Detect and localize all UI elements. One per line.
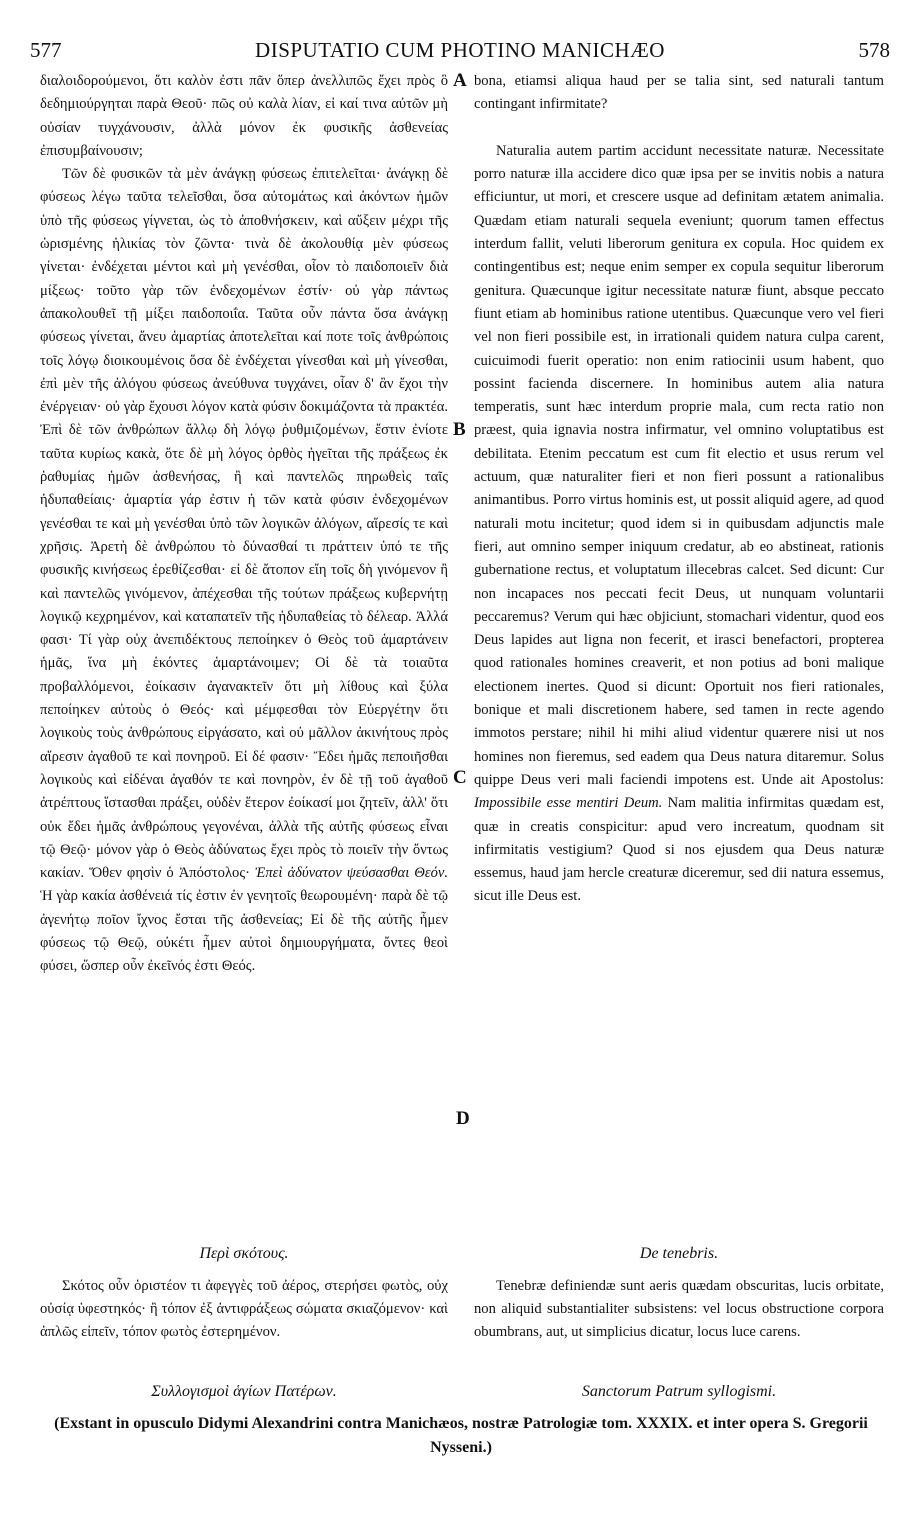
latin-darkness-paragraph: Tenebræ definiendæ sunt aeris quædam obscuritas, lucis orbitate, non aliquid substantialiter subsistens: vel locus obstructione corpora obumbrans, aut, ut simplicius dicatur, locus luce carens. bbox=[474, 1278, 884, 1340]
running-title: DISPUTATIO CUM PHOTINO MANICHÆO bbox=[255, 38, 665, 62]
greek-column bbox=[40, 70, 448, 979]
latin-paragraph-1: bona, etiamsi aliqua haud per se talia sint, sed naturali tantum contingant infirmitate? bbox=[474, 73, 884, 113]
greek-section-title-syllogisms: Συλλογισμοὶ ἁγίων Πατέρων. bbox=[151, 1383, 337, 1400]
greek-darkness-text bbox=[40, 1275, 448, 1344]
latin-paragraph-2-end: Nam malitia infirmitas quædam est, quæ in creatis conspicitur: apud vero increatum, quodnam sit infirmitatis vestigium? Quod si nos ejusdem qua Deus naturæ essemus, haud jam hercle creaturæ diceremur, sed dii natura essemus, sicut ille Deus est. bbox=[474, 795, 885, 905]
source-note: (Exstant in opusculo Didymi Alexandrini contra Manichæos, nostræ Patrologiæ tom. XXXIX. et inter opera S. Gregorii Nysseni.) bbox=[54, 1415, 868, 1456]
latin-darkness-text bbox=[474, 1275, 884, 1344]
margin-marker-d: D bbox=[456, 1108, 470, 1129]
greek-paragraph-1: διαλοιδορούμενοι, ὅτι καλὸν ἐστι πᾶν ὅπερ ἀνελλιπῶς ἔχει πρὸς ὃ δεδημιούργηται παρὰ Θεοῦ· πῶς οὐ καλὰ λίαν, εἰ καί τινα αὐτῶν μὴ οὐσίαν τυγχάνουσιν, ἀλλὰ μόνον ἐκ φυσικῆς ἀσθενείας ἐπισυμβαίνουσιν; bbox=[40, 73, 448, 159]
greek-paragraph-2-text: Τῶν δὲ φυσικῶν τὰ μὲν ἀνάγκῃ φύσεως ἐπιτελεῖται· ἀνάγκῃ δὲ φύσεως λέγω ταῦτα τελεῖσθαι, ὅσα αὐτομάτως καὶ ἀκόντων ἡμῶν ὑπὸ τῆς φύσεως γίγνεται, ὡς τὸ ἀποθνήσκειν, καὶ αὔξειν μέχρι τῆς ὡρισμένης ἡλικίας τὸν ζῶντα· τινὰ δὲ ἀκολουθίᾳ μὲν φύσεως γίνεται· ἐνδέχεται μέντοι καὶ μὴ γενέσθαι, οἷον τὸ παιδοποιεῖν διὰ μίξεως· τοῦτο γὰρ τῶν ἐνδεχομένων ἐστίν· οὐ γὰρ πάντως ἀπακολουθεῖ τῇ μίξει παιδοποιΐα. Ταῦτα οὖν πάντα ὅσα ἀνάγκῃ φύσεως γίνεται, ἄνευ ἁμαρτίας ἀποτελεῖται καί ποτε τοῖς ἀνθρώποις τοῖς λόγῳ διοικουμένοις ὅσα δὲ ἐνδέχεται γίνεσθαι καὶ μὴ γίνεσθαι, ἐπὶ μὲν τῆς ἀλόγου φύσεως ἀνεύθυνα τυγχάνει, οἷαν δ' ἂν ἔχοι τὴν ἐνέργειαν· οὐ γὰρ ἔχουσι λόγον κατὰ φύσιν δοκιμάζοντα τὰ πρακτέα. Ἐπὶ δὲ τῶν ἀνθρώπων ἄλλῳ δὴ λόγῳ ῥυθμιζομένων, ἔστιν ἐνίοτε ταῦτα κυρίως κακὰ, ὅτε δὲ μὴ λόγος ὀρθὸς ἡγεῖται τῆς πράξεως ἐκ ῥαθυμίας ἡμῶν ἀσθενήσας, ἢ καὶ παντελῶς πηρωθεὶς ταῖς ἡδυπαθείαις· ἁμαρτία γάρ ἐστιν ἡ τῶν κατὰ φύσιν ἐνδεχομένων γενέσθαι τε καὶ μὴ γενέσθαι ὑπὸ τῶν λογικῶν ἀλόγων, αἵρεσίς τε καὶ χρῆσις. Ἀρετὴ δὲ ἀνθρώπου τὸ δύνασθαί τι πράττειν ὑπό τε τῆς φυσικῆς κινήσεως ἐρεθίζεσθαι· εἰ δὲ ἄτοπον εἴη τοῖς δὴ γινόμενον ἢ καὶ παντελῶς γινόμενον, ἀπέχεσθαι τῆς τούτων πράξεως κυβερνήτῃ λογικῷ κεχρημένον, καὶ καταπατεῖν τῆς ἡδυπαθείας τὸ δέλεαρ. Ἀλλά φασι· Τί γὰρ οὐχ ἀνεπιδέκτους πεποίηκεν ὁ Θεὸς τοῦ ἁμαρτάνειν ἡμᾶς, ἵνα μὴ ἑκόντες ἁμαρτάνοιμεν; Οἱ δὲ τὰ τοιαῦτα προβαλλόμενοι, ἐοίκασιν ἀγανακτεῖν ὅτι μὴ λίθους καὶ ξύλα πεποίηκεν αὐτοὺς ὁ Θεός· καὶ μέμφεσθαι τὸν Εὐεργέτην ὅτι λογικοὺς τοὺς ἀνθρώπους εἰργάσατο, καὶ οὐ μᾶλλον ἀκινήτους πρὸς αἵρεσιν ἀγαθοῦ τε καὶ πονηροῦ. Εἰ δέ φασιν· Ἔδει ἡμᾶς πεποιῆσθαι λογικοὺς καὶ εἰδέναι ἀγαθόν τε καὶ πονηρὸν, ἐν δὲ τῇ τοῦ ἀγαθοῦ ἀτρέπτους ἵστασθαι πράξει, οὐδὲν ἕτερον ἐοίκασί μοι ζητεῖν, ἀλλ' ὅτι οὐκ ἔδει ἡμᾶς ἀνθρώπους γεγονέναι, ἀλλὰ τῆς αὐτῆς φύσεως εἶναι τῷ Θεῷ· μόνον γὰρ ὁ Θεὸς ἀδύνατως ἔχει πρὸς τὸ ποιεῖν τὴν ὄντως κακίαν. Ὅθεν φησὶν ὁ Ἀπόστολος· bbox=[40, 166, 448, 882]
margin-marker-c: C bbox=[453, 767, 467, 788]
latin-section-title-darkness: De tenebris. bbox=[639, 1245, 719, 1262]
latin-section-title-syllogisms: Sanctorum Patrum syllogismi. bbox=[581, 1383, 777, 1400]
greek-paragraph-2 bbox=[40, 163, 448, 978]
latin-scripture-quote: Impossibile esse mentiri Deum. bbox=[474, 795, 663, 812]
greek-section-title-darkness: Περὶ σκότους. bbox=[199, 1245, 289, 1262]
latin-paragraph-2 bbox=[474, 140, 884, 909]
greek-paragraph-2-end: Ἡ γὰρ κακία ἀσθένειά τίς ἐστιν ἐν γενητοῖς θεωρουμένη· παρὰ δὲ τῷ ἀγενήτῳ ποῖον ἴχνος ἔσται τῆς ἀσθενείας; Εἰ δὲ τῆς αὐτῆς ἦμεν φύσεως τῷ Θεῷ, οὐκέτι ἦμεν αὐτοὶ δημιουργήματα, ὄντες θεοὶ φύσει, ὥσπερ οὖν ἐκεῖνός ἐστι Θεός. bbox=[40, 888, 448, 975]
greek-darkness-paragraph: Σκότος οὖν ὁριστέον τι ἀφεγγὲς τοῦ ἀέρος, στερήσει φωτὸς, οὐχ οὐσίᾳ ὑφεστηκός· ἢ τόπον ἐξ ἀντιφράξεως σώματα σκιαζόμενον· καὶ ἁπλῶς εἰπεῖν, τόπον φωτὸς ἐστερημένον. bbox=[40, 1278, 448, 1340]
latin-column bbox=[474, 70, 884, 909]
page-header bbox=[30, 38, 890, 68]
margin-marker-b: B bbox=[453, 419, 466, 440]
margin-marker-a: A bbox=[453, 70, 467, 91]
greek-scripture-quote: Ἐπεὶ ἀδύνατον ψεύσασθαι Θεόν. bbox=[255, 865, 448, 882]
page-number-right: 578 bbox=[858, 38, 890, 62]
page-number-left: 577 bbox=[30, 38, 62, 62]
latin-paragraph-2-text: Naturalia autem partim accidunt necessitate naturæ. Necessitate porro naturæ illa accidere dico quæ ipsa per se invitis nobis a natura efficiuntur, ut mori, et crescere usque ad definitam ætatem animalia. Quædam etiam naturali sequela eveniunt; quorum tamen effectus interdum fallit, veluti liberorum genitura ex copula. Hoc quidem ex contingentibus est; neque enim semper ex copula sequitur liberorum genitura. Quæcunque igitur necessitate naturæ fiunt, absque peccato fiunt etiam ab hominibus ratione utentibus. Quæcunque vero vel fieri vel non fieri possibile est, in irrationali quidem natura culpa carent, cuicuimodi fuerit operatio: non enim ratiocinii usum habent, quo possint facienda discernere. In hominibus autem alia natura temperatis, sunt hæc interdum proprie mala, cum recta ratio non præest, quia ignavia nostra infirmatur, vel omnino voluptatibus est debilitata. Etenim peccatum est cum fit electio et usus rerum vel actuum, quæ naturaliter fieri et non fieri possunt a rationalibus animantibus. Porro virtus hominis est, ut possit aliquid agere, ad quod naturali motu incitetur; quod idem si in quibusdam adjunctis male fieri, aut omnino semper iniquum credatur, ab eo abstineat, rationis gubernatione rectus, et voluptatum illecebras calcet. Sed dicunt: Cur non incapaces nos peccati fecit Deus, ut nunquam voluntarii peccaremus? Verum qui hæc objiciunt, stomachari videntur, quod eos Deus lapides aut ligna non fecerit, et irasci benefactori, propterea quod rationales homines creaverit, et non potius ad boni malique electionem inertes. Quod si dicunt: Oportuit nos fieri rationales, bonique et mali discretionem habere, sed tamen in recte agendo immotos perstare; nihil hi mihi aliud videntur quærere nisi ut nos homines non fieremus, sed eadem qua Deus natura ditaremur. Solus quippe Deus veri mali faciendi impotens est. Unde ait Apostolus: bbox=[474, 142, 884, 788]
paragraph-gap bbox=[474, 117, 884, 140]
